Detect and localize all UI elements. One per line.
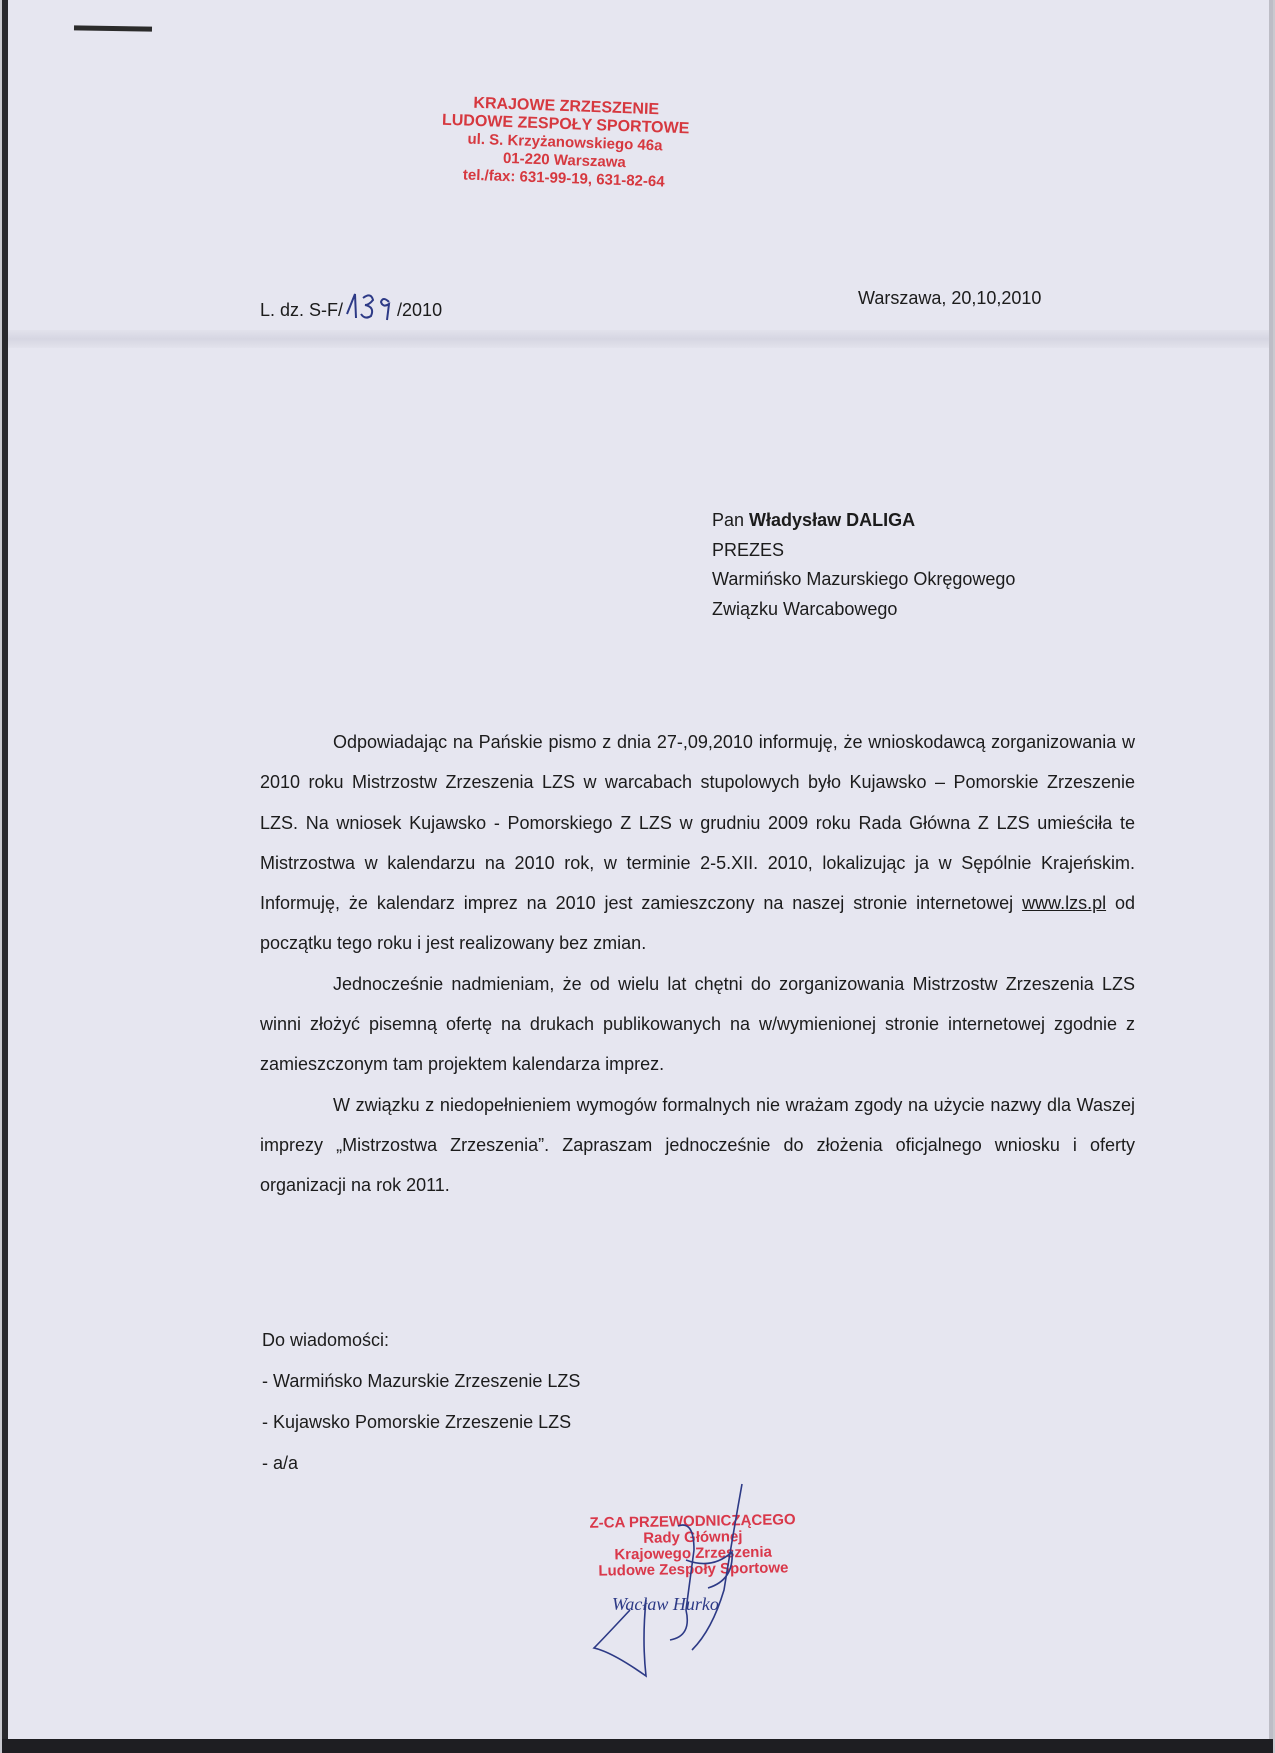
ref-suffix: /2010: [397, 300, 443, 320]
handwritten-ref-number: [343, 288, 397, 322]
paragraph-2: Jednocześnie nadmieniam, że od wielu lat chętni do zorganizowania Mistrzostw Zrzeszenia LZS winni złożyć pisemną ofertę na drukach publikowanych na w/wymienionej stronie internetowej zgodnie z zamieszczonym tam projektem kalendarza imprez.: [260, 973, 1135, 1075]
stamp-line-5: tel./fax: 631-99-19, 631-82-64: [462, 166, 665, 191]
sig-stamp-line-1: Z-CA PRZEWODNICZĄCEGO: [589, 1511, 796, 1532]
paragraph-1: [260, 722, 1135, 964]
cc-item: - Kujawsko Pomorskie Zrzeszenie LZS: [262, 1412, 572, 1432]
punch-mark: [74, 25, 152, 31]
stamp-line-3: ul. S. Krzyżanowskiego 46a: [467, 130, 663, 155]
website-link[interactable]: www.lzs.pl: [1022, 893, 1107, 914]
stamp-line-4: 01-220 Warszawa: [502, 149, 627, 172]
letter-date: Warszawa, 20,10,2010: [858, 288, 1042, 308]
cc-heading: Do wiadomości:: [262, 1330, 390, 1350]
addressee-title: PREZES: [712, 539, 785, 560]
addressee-org-1: Warmińsko Mazurskiego Okręgowego: [712, 569, 1016, 589]
cc-list: [262, 1320, 580, 1484]
signature-name: Wacław Hurko: [612, 1594, 719, 1614]
letter-page: [2, 0, 1273, 1753]
cc-item: - a/a: [262, 1453, 299, 1473]
addressee-name-line: [712, 506, 1015, 536]
scan-right-edge: [1269, 0, 1273, 1753]
addressee-org-2: Związku Warcabowego: [712, 598, 898, 619]
paragraph-1-text-b: od początku tego roku i jest realizowany bez zmian.: [260, 893, 1135, 954]
ref-prefix: L. dz. S-F/: [260, 300, 344, 320]
addressee-salutation: Pan: [712, 510, 745, 530]
letter-body: [260, 722, 1135, 1206]
sig-stamp-line-2: Rady Głównej: [643, 1528, 743, 1547]
scan-bottom-edge: [2, 1739, 1273, 1753]
addressee-name: Władysław DALIGA: [749, 510, 916, 530]
sig-stamp-line-3: Krajowego Zrzeszenia: [614, 1543, 773, 1564]
stamp-line-1: KRAJOWE ZRZESZENIE: [473, 94, 660, 119]
scan-left-edge: [2, 0, 8, 1753]
stamp-line-2: LUDOWE ZESPOŁY SPORTOWE: [441, 111, 690, 138]
scan-artifact-band: [2, 330, 1273, 348]
paragraph-3: W związku z niedopełnieniem wymogów formalnych nie wrażam zgody na użycie nazwy dla Waszej imprezy „Mistrzostwa Zrzeszenia”. Zapraszam jednocześnie do złożenia oficjalnego wniosku i oferty organizacji na rok 2011.: [260, 1094, 1135, 1196]
addressee-block: [712, 506, 1015, 624]
paragraph-1-text-a: Odpowiadając na Pańskie pismo z dnia 27-,09,2010 informuję, że wnioskodawcą zorganizowania w 2010 roku Mistrzostw Zrzeszenia LZS w warcabach stupolowych było Kujawsko – Pomorskie Zrzeszenie LZS. Na wniosek Kujawsko - Pomorskiego Z LZS w grudniu 2009 roku Rada Główna Z LZS umieściła te Mistrzostwa w kalendarzu na 2010 rok, w terminie 2-5.XII. 2010, lokalizując ja w Sępólnie Krajeńskim. Informuję, że kalendarz imprez na 2010 jest zamieszczony na naszej stronie internetowej: [260, 732, 1135, 914]
cc-item: - Warmińsko Mazurskie Zrzeszenie LZS: [262, 1371, 581, 1391]
organization-stamp: [399, 92, 732, 193]
handwritten-signature: [582, 1480, 762, 1680]
sig-stamp-line-4: Ludowe Zespoły Sportowe: [598, 1559, 789, 1580]
reference-number: [260, 288, 442, 322]
